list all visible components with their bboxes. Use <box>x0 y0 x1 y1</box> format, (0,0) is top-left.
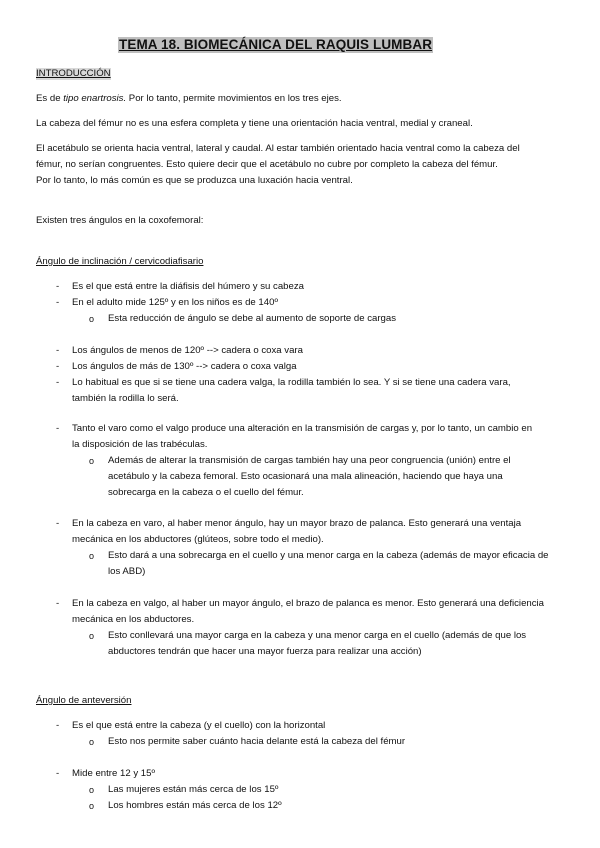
bullet-dash: - <box>56 518 60 529</box>
intro-paragraph-3-line-2: fémur, no serían congruentes. Esto quiere decir que el acetábulo no cubre por completo la cabeza del fémur. <box>36 159 498 170</box>
list-subitem: Esto dará a una sobrecarga en el cuello y una menor carga en la cabeza (además de mayor eficacia de <box>108 550 549 561</box>
intro-paragraph-3-line-3: Por lo tanto, lo más común es que se produzca una luxación hacia ventral. <box>36 175 353 186</box>
list-subitem-continuation: los ABD) <box>108 566 146 577</box>
intro-heading: INTRODUCCIÓN <box>36 68 111 79</box>
list-item: Los ángulos de menos de 120º --> cadera o coxa vara <box>72 345 303 356</box>
list-subitem-continuation: abductores tendrán que hacer una mayor fuerza para realizar una acción) <box>108 646 422 657</box>
list-item-continuation: mecánica en los abductores. <box>72 614 195 625</box>
list-item: Es el que está entre la cabeza (y el cuello) con la horizontal <box>72 720 326 731</box>
bullet-circle: o <box>89 737 95 747</box>
bullet-dash: - <box>56 768 60 779</box>
bullet-dash: - <box>56 377 60 388</box>
list-subitem: Esto conllevará una mayor carga en la cabeza y una menor carga en el cuello (además de que los <box>108 630 527 641</box>
list-item: Es el que está entre la diáfisis del húmero y su cabeza <box>72 281 304 292</box>
section-heading-inclination: Ángulo de inclinación / cervicodiafisario <box>36 256 204 267</box>
list-item: Los ángulos de más de 130º --> cadera o coxa valga <box>72 361 297 372</box>
intro-paragraph-2: La cabeza del fémur no es una esfera completa y tiene una orientación hacia ventral, medial y craneal. <box>36 118 473 129</box>
bullet-circle: o <box>89 801 95 811</box>
bullet-dash: - <box>56 423 60 434</box>
list-subitem: Las mujeres están más cerca de los 15º <box>108 784 279 795</box>
list-subitem: Esto nos permite saber cuánto hacia delante está la cabeza del fémur <box>108 736 406 747</box>
intro-paragraph-1: Es de tipo enartrosis. Por lo tanto, permite movimientos en los tres ejes. <box>36 93 342 104</box>
intro-paragraph-4: Existen tres ángulos en la coxofemoral: <box>36 215 204 226</box>
list-item-continuation: la disposición de las trabéculas. <box>72 439 208 450</box>
bullet-dash: - <box>56 361 60 372</box>
list-item: Tanto el varo como el valgo produce una alteración en la transmisión de cargas y, por lo tanto, un cambio en <box>72 423 533 434</box>
list-item: En la cabeza en valgo, al haber un mayor ángulo, el brazo de palanca es menor. Esto generará una deficiencia <box>72 598 544 609</box>
bullet-dash: - <box>56 345 60 356</box>
bullet-circle: o <box>89 631 95 641</box>
document-title: TEMA 18. BIOMECÁNICA DEL RAQUIS LUMBAR <box>119 37 433 52</box>
bullet-circle: o <box>89 314 95 324</box>
bullet-dash: - <box>56 281 60 292</box>
list-item-continuation: también la rodilla lo será. <box>72 393 179 404</box>
section-heading-anteversion: Ángulo de anteversión <box>36 695 132 706</box>
list-subitem: Los hombres están más cerca de los 12º <box>108 800 282 811</box>
bullet-circle: o <box>89 551 95 561</box>
bullet-circle: o <box>89 785 95 795</box>
bullet-circle: o <box>89 456 95 466</box>
list-subitem: Esta reducción de ángulo se debe al aumento de soporte de cargas <box>108 313 397 324</box>
list-item: En el adulto mide 125º y en los niños es de 140º <box>72 297 278 308</box>
bullet-dash: - <box>56 598 60 609</box>
list-item: En la cabeza en varo, al haber menor ángulo, hay un mayor brazo de palanca. Esto generará una ventaja <box>72 518 522 529</box>
intro-paragraph-3-line-1: El acetábulo se orienta hacia ventral, lateral y caudal. Al estar también orientado hacia ventral como la cabeza del <box>36 143 520 154</box>
list-subitem-continuation: acetábulo y la cabeza femoral. Esto ocasionará una mala alineación, haciendo que haya una <box>108 471 503 482</box>
list-item-continuation: mecánica en los abductores (glúteos, sobre todo el medio). <box>72 534 324 545</box>
bullet-dash: - <box>56 297 60 308</box>
bullet-dash: - <box>56 720 60 731</box>
list-item: Mide entre 12 y 15º <box>72 768 155 779</box>
list-subitem: Además de alterar la transmisión de cargas también hay una peor congruencia (unión) entre el <box>108 455 511 466</box>
list-subitem-continuation: sobrecarga en la cabeza o el cuello del fémur. <box>108 487 304 498</box>
list-item: Lo habitual es que si se tiene una cadera valga, la rodilla también lo sea. Y si se tiene una cadera vara, <box>72 377 511 388</box>
